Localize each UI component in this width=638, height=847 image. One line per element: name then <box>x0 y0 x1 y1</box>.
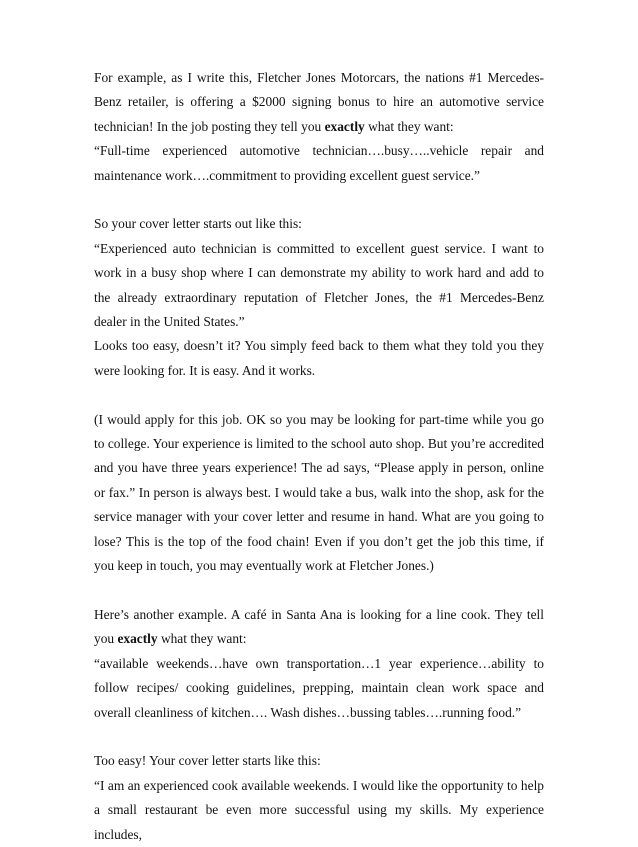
paragraph-cover-letter-intro: So your cover letter starts out like this: <box>94 216 302 232</box>
paragraph-job-posting-quote: “Full-time experienced automotive technician….busy…..vehicle repair and maintenance work….commitment to providing excellent guest service.” <box>94 143 544 183</box>
paragraph-apply-advice: (I would apply for this job. OK so you may be looking for part-time while you go to college. Your experience is limited to the school auto shop. But you’re accredited and you have three years experience! The ad says, “Please apply in person, online or fax.” In person is always best. I would take a bus, walk into the shop, ask for the service manager with your cover letter and resume in hand. What are you going to lose? This is the top of the food chain! Even if you don’t get the job this time, if you keep in touch, you may eventually work at Fletcher Jones.) <box>94 411 544 574</box>
paragraph-gap <box>94 188 544 212</box>
emphasis-exactly: exactly <box>324 118 365 134</box>
intro-text: For example, as I write this, Fletcher Jones Motorcars, the nations #1 Mercedes-Benz retailer, is offering a $2000 signing bonus to hire an automotive service technician! In the job posting they tell you <box>94 70 544 134</box>
intro-text-end: what they want: <box>364 118 454 134</box>
paragraph-cafe-cover-quote: “I am an experienced cook available weekends. I would like the opportunity to help a small restaurant be even more successful using my skills. My experience includes, <box>94 777 544 842</box>
paragraph-gap <box>94 725 544 749</box>
paragraph-gap <box>94 579 544 603</box>
paragraph-too-easy: Looks too easy, doesn’t it? You simply feed back to them what they told you they were looking for. It is easy. And it works. <box>94 338 544 378</box>
cafe-text: Here’s another example. A café in Santa Ana is looking for a line cook. They tell you <box>94 606 544 647</box>
emphasis-exactly: exactly <box>117 631 158 647</box>
paragraph-gap <box>94 383 544 407</box>
cafe-text-end: what they want: <box>157 631 247 647</box>
paragraph-cafe-posting-quote: “available weekends…have own transportation…1 year experience…ability to follow recipes/ cooking guidelines, prepping, maintain clean work space and overall cleanliness of kitchen…. Wash dishes…bussing tables….running food.” <box>94 655 544 720</box>
paragraph-cover-letter-quote: “Experienced auto technician is committed to excellent guest service. I want to work in a busy shop where I can demonstrate my ability to work hard and add to the already extraordinary reputation of Fletcher Jones, the #1 Mercedes-Benz dealer in the United States.” <box>94 240 544 330</box>
paragraph-cafe-example <box>94 603 544 652</box>
body-text <box>94 66 544 847</box>
paragraph-intro <box>94 66 544 139</box>
paragraph-cafe-cover-intro: Too easy! Your cover letter starts like this: <box>94 753 321 769</box>
